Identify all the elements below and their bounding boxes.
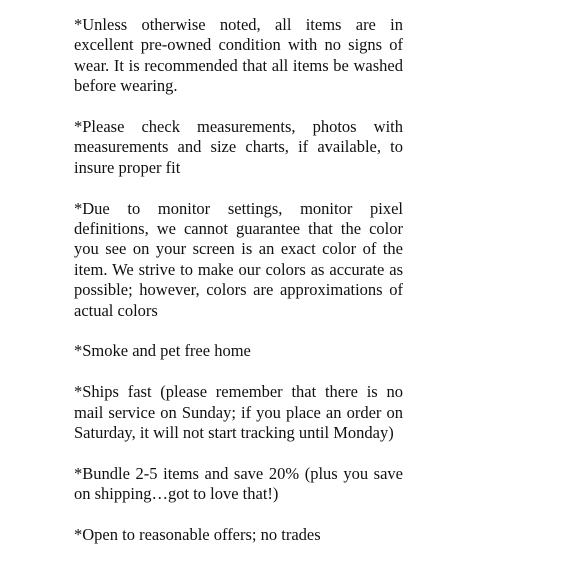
paragraph-shipping: *Ships fast (please remember that there is no mail service on Sunday; if you place an order on Saturday, it will not start tracking until Monday)	[74, 382, 403, 443]
paragraph-condition: *Unless otherwise noted, all items are in excellent pre-owned condition with no signs of wear. It is recommended that all items be washed before wearing.	[74, 15, 403, 96]
paragraph-smoke-pet-free: *Smoke and pet free home	[74, 341, 251, 361]
paragraph-bundle-discount: *Bundle 2-5 items and save 20% (plus you save on shipping…got to love that!)	[74, 463, 403, 504]
paragraph-color-disclaimer: *Due to monitor settings, monitor pixel definitions, we cannot guarantee that the color you see on your screen is an exact color of the item. We strive to make our colors as accurate as possible; however, colors are approximations of actual colors	[74, 198, 403, 320]
paragraph-measurements: *Please check measurements, photos with measurements and size charts, if available, to insure proper fit	[74, 117, 403, 177]
listing-policy-text	[74, 15, 403, 545]
paragraph-offers: *Open to reasonable offers; no trades	[74, 525, 321, 545]
